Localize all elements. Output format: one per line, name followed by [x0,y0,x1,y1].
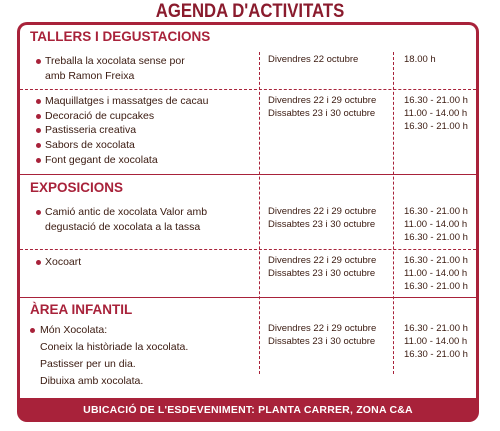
event-times: 16.30 - 21.00 h [404,255,468,266]
list-item: Xocoart [45,256,82,268]
event-dates: Dissabtes 23 i 30 octubre [268,108,376,119]
bullet-icon [36,143,41,148]
section-title-tallers: TALLERS I DEGUSTACIONS [30,29,211,44]
event-times: 11.00 - 14.00 h [404,219,468,230]
location-footer: UBICACIÓ DE L'ESDEVENIMENT: PLANTA CARRER, ZONA C&A [17,398,479,422]
list-item: Font gegant de xocolata [45,154,158,166]
list-item: Pastisseria creativa [45,124,137,136]
event-times: 16.30 - 21.00 h [404,121,468,132]
list-item: Dibuixa amb xocolata. [40,375,144,387]
event-times: 16.30 - 21.00 h [404,232,468,243]
event-dates: Divendres 22 octubre [268,54,359,65]
event-dates: Divendres 22 i 29 octubre [268,255,377,266]
column-divider [393,52,394,374]
event-dates: Divendres 22 i 29 octubre [268,95,377,106]
list-item: Treballa la xocolata sense por [45,55,185,67]
event-dates: Divendres 22 i 29 octubre [268,206,377,217]
event-times: 11.00 - 14.00 h [404,336,468,347]
column-divider [259,52,260,374]
event-times: 16.30 - 21.00 h [404,323,468,334]
bullet-icon [36,158,41,163]
event-times: 11.00 - 14.00 h [404,108,468,119]
section-title-infantil: ÀREA INFANTIL [30,302,133,317]
event-dates: Divendres 22 i 29 octubre [268,323,377,334]
bullet-icon [36,99,41,104]
row-divider [20,89,476,90]
list-item: Decoració de cupcakes [45,110,155,122]
list-item: Pastisser per un dia. [40,358,136,370]
bullet-icon [36,210,41,215]
bullet-icon [36,128,41,133]
bullet-icon [36,59,41,64]
event-times: 18.00 h [404,54,436,65]
list-item: amb Ramon Freixa [45,70,135,82]
list-item: Sabors de xocolata [45,139,135,151]
bullet-icon [36,114,41,119]
bullet-icon [36,260,41,265]
event-dates: Dissabtes 23 i 30 octubre [268,219,376,230]
event-times: 16.30 - 21.00 h [404,349,468,360]
event-dates: Dissabtes 23 i 30 octubre [268,268,376,279]
bullet-icon [30,328,35,333]
section-divider [20,174,476,175]
event-dates: Dissabtes 23 i 30 octubre [268,336,376,347]
list-item: degustació de xocolata a la tassa [45,221,201,233]
event-times: 16.30 - 21.00 h [404,281,468,292]
list-item: Món Xocolata: [40,324,108,336]
list-item: Coneix la històriade la xocolata. [40,341,189,353]
page-title: AGENDA D'ACTIVITATS [155,1,345,22]
section-divider [20,297,476,298]
list-item: Maquillatges i massatges de cacau [45,95,209,107]
event-times: 16.30 - 21.00 h [404,95,468,106]
section-title-exposicions: EXPOSICIONS [30,180,124,195]
list-item: Camió antic de xocolata Valor amb [45,206,208,218]
event-times: 11.00 - 14.00 h [404,268,468,279]
row-divider [20,249,476,250]
event-times: 16.30 - 21.00 h [404,206,468,217]
